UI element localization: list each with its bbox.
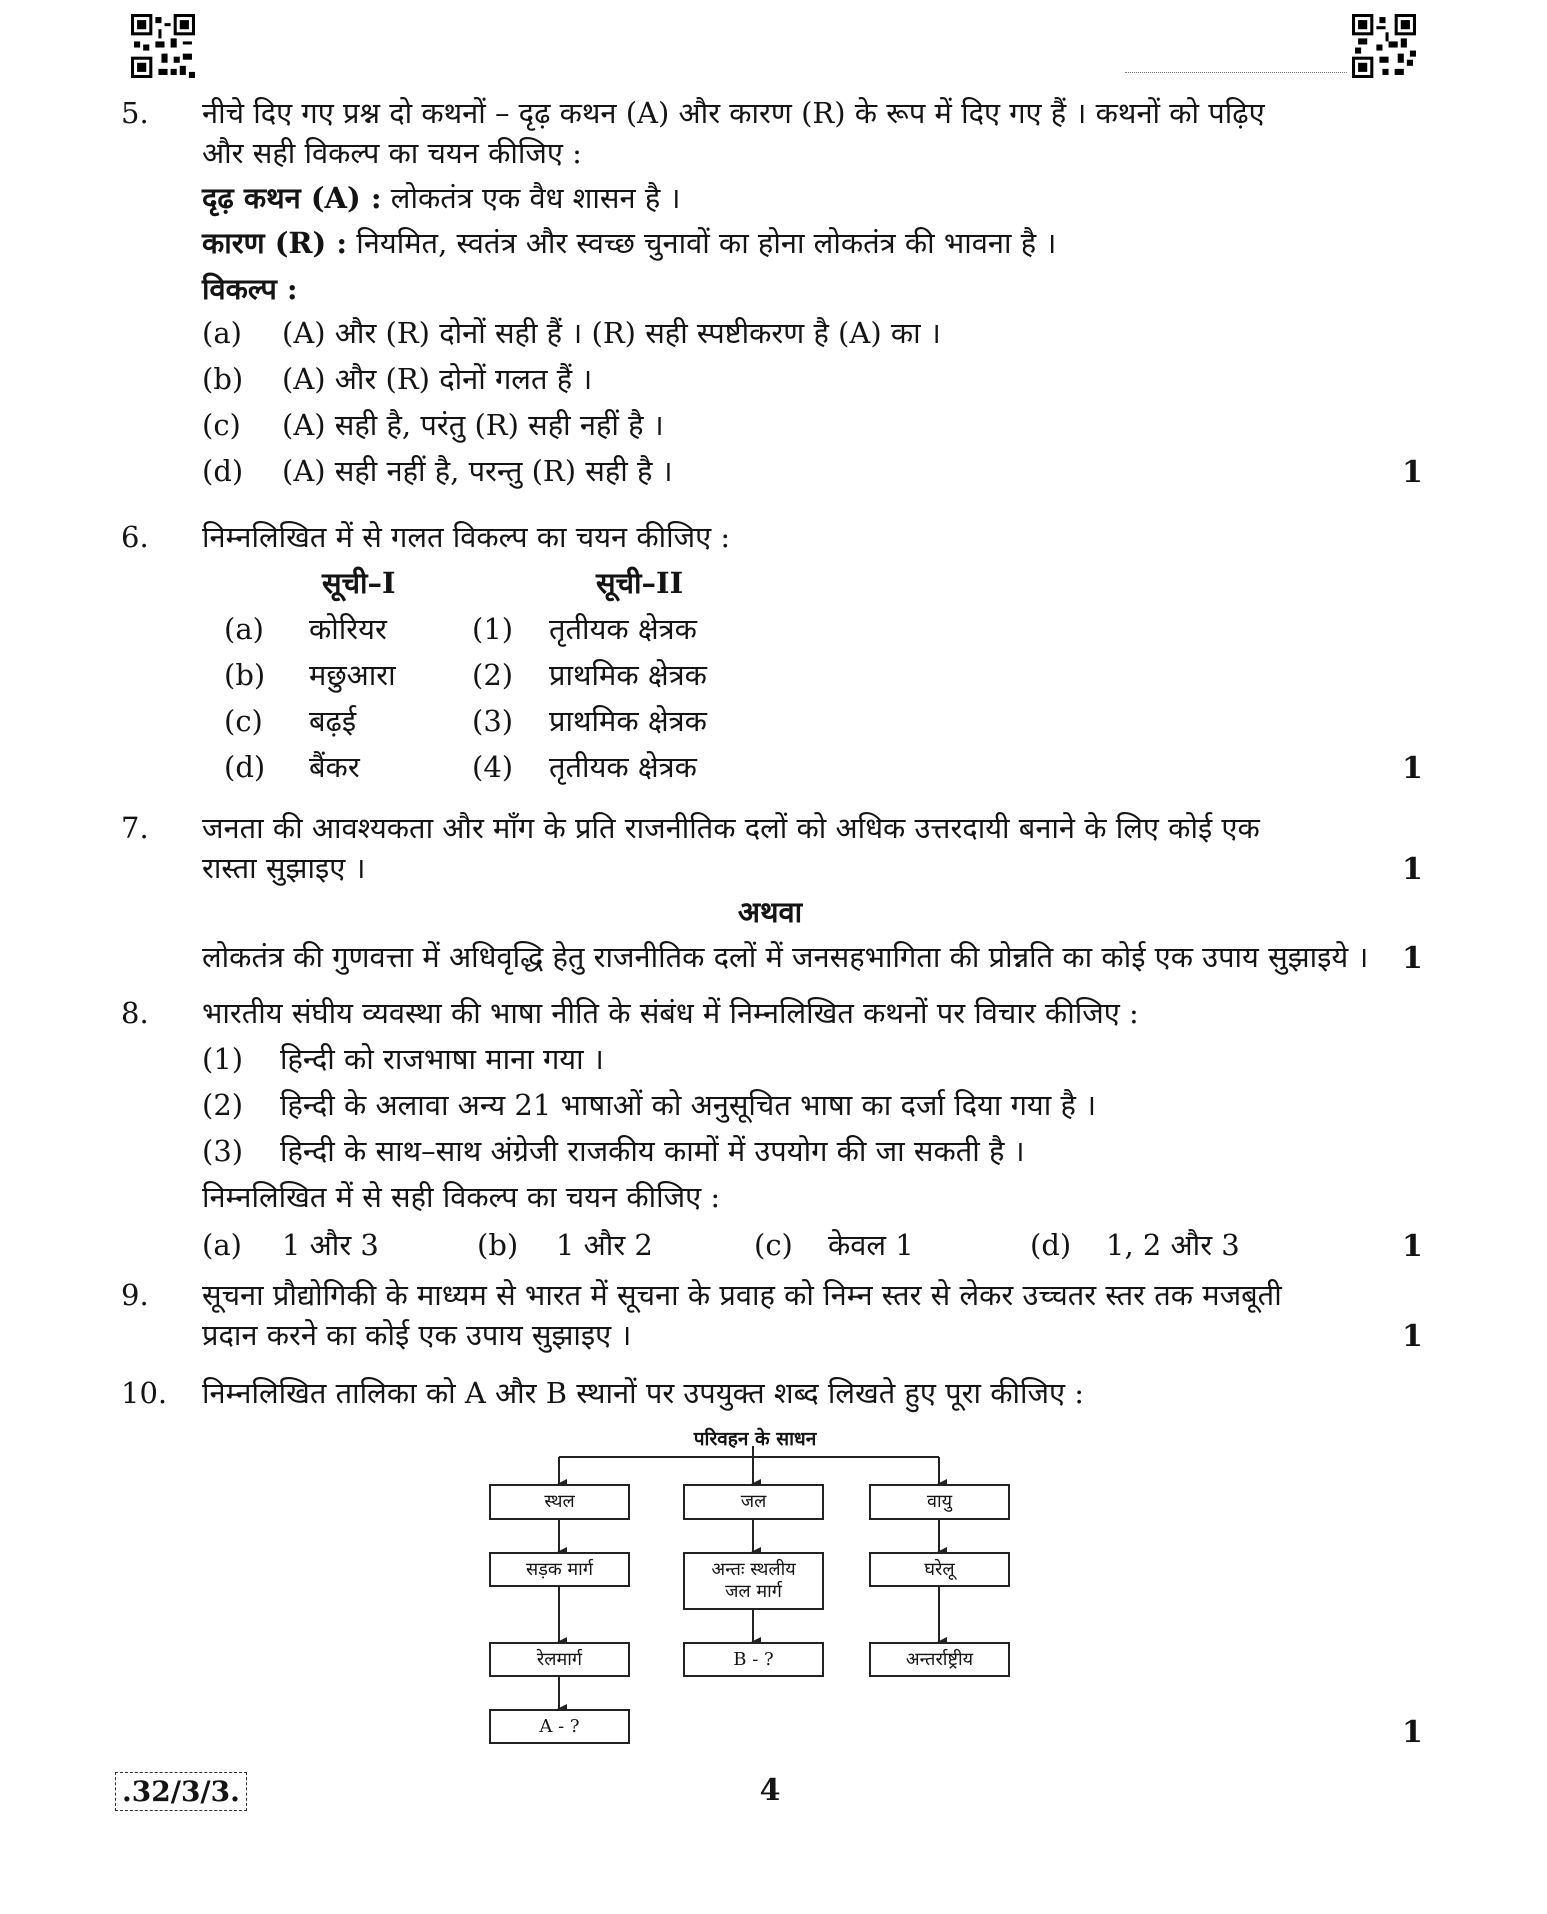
list-2-heading: सूची–II: [596, 566, 684, 600]
question-7-alt-marks: 1: [1402, 941, 1423, 976]
match-row-key: (d): [224, 750, 266, 784]
assertion-text: लोकतंत्र एक वैध शासन है ।: [381, 181, 681, 215]
match-row-sector: प्राथमिक क्षेत्रक: [549, 658, 707, 692]
box-a-blank: A - ?: [489, 1709, 630, 1744]
question-5-text-line1: नीचे दिए गए प्रश्न दो कथनों – दृढ़ कथन (A) और कारण (R) के रूप में दिए गए हैं । कथनों को पढ़िए: [202, 96, 1265, 130]
match-row-item: कोरियर: [309, 612, 387, 646]
question-6-marks: 1: [1402, 751, 1423, 786]
match-row-key: (a): [224, 612, 264, 646]
reason-line: [202, 223, 1056, 263]
match-row-sector: प्राथमिक क्षेत्रक: [549, 704, 707, 738]
question-10-marks: 1: [1402, 1715, 1423, 1750]
match-row-item: बैंकर: [309, 750, 360, 784]
q8-option-key: (d): [1030, 1228, 1072, 1262]
assertion-label: दृढ़ कथन (A) :: [202, 181, 382, 215]
question-10-text: निम्नलिखित तालिका को A और B स्थानों पर उपयुक्त शब्द लिखते हुए पूरा कीजिए :: [202, 1376, 1085, 1410]
match-row-key: (c): [224, 704, 263, 738]
statement-key: (2): [202, 1088, 244, 1122]
match-row-sector: तृतीयक क्षेत्रक: [549, 612, 697, 646]
statement-text: हिन्दी को राजभाषा माना गया ।: [280, 1042, 604, 1076]
match-row-item: बढ़ई: [309, 704, 357, 738]
box-road: सड़क मार्ग: [489, 1552, 630, 1587]
match-row-item: मछुआरा: [309, 658, 396, 692]
question-7-text-line2: रास्ता सुझाइए ।: [202, 851, 366, 885]
header-rule: [1125, 72, 1347, 73]
match-row-number: (2): [472, 658, 514, 692]
question-7-alternative: लोकतंत्र की गुणवत्ता में अधिवृद्धि हेतु राजनीतिक दलों में जनसहभागिता की प्रोन्नति का कोई एक उपाय सुझाइये ।: [202, 940, 1369, 974]
reason-text: नियमित, स्वतंत्र और स्वच्छ चुनावों का होना लोकतंत्र की भावना है ।: [347, 226, 1057, 260]
question-9-number: 9.: [121, 1278, 149, 1312]
q8-option-text: केवल 1: [828, 1228, 914, 1262]
question-8-choose: निम्नलिखित में से सही विकल्प का चयन कीजिए :: [202, 1180, 721, 1214]
match-row-number: (3): [472, 704, 514, 738]
question-6-text: निम्नलिखित में से गलत विकल्प का चयन कीजिए :: [202, 520, 731, 554]
box-domestic: घरेलू: [869, 1552, 1010, 1587]
q8-option-text: 1, 2 और 3: [1106, 1228, 1240, 1262]
question-8-number: 8.: [121, 996, 149, 1030]
box-rail: रेलमार्ग: [489, 1642, 630, 1677]
q8-option-key: (b): [477, 1228, 519, 1262]
q5-option-text: (A) सही है, परंतु (R) सही नहीं है ।: [282, 408, 664, 442]
page-number: 4: [759, 1773, 781, 1808]
question-7-number: 7.: [121, 811, 149, 845]
q5-option-text: (A) और (R) दोनों सही हैं । (R) सही स्पष्टीकरण है (A) का ।: [282, 316, 941, 350]
box-international: अन्तर्राष्ट्रीय: [869, 1642, 1010, 1677]
question-7-marks: 1: [1402, 852, 1423, 887]
question-9-text-line2: प्रदान करने का कोई एक उपाय सुझाइए ।: [202, 1318, 632, 1352]
q5-option-key: (d): [202, 454, 244, 488]
match-row-number: (4): [472, 750, 514, 784]
options-label: विकल्प :: [202, 272, 298, 306]
question-9-marks: 1: [1402, 1319, 1423, 1354]
match-row-key: (b): [224, 658, 266, 692]
list-1-heading: सूची–I: [322, 566, 396, 600]
q8-option-key: (c): [754, 1228, 793, 1262]
question-8-text: भारतीय संघीय व्यवस्था की भाषा नीति के संबंध में निम्नलिखित कथनों पर विचार कीजिए :: [202, 996, 1139, 1030]
paper-code: .32/3/3.: [115, 1772, 247, 1811]
q5-option-text: (A) सही नहीं है, परन्तु (R) सही है ।: [282, 454, 673, 488]
question-5-marks: 1: [1402, 455, 1423, 490]
q8-option-text: 1 और 2: [556, 1228, 653, 1262]
box-b-blank: B - ?: [683, 1642, 824, 1677]
or-label: अथवा: [737, 895, 803, 929]
question-5-number: 5.: [121, 96, 149, 130]
q5-option-text: (A) और (R) दोनों गलत हैं ।: [282, 362, 593, 396]
statement-text: हिन्दी के साथ–साथ अंग्रेजी राजकीय कामों में उपयोग की जा सकती है ।: [280, 1134, 1025, 1168]
inland-line1: अन्तः स्थलीय: [711, 1559, 796, 1580]
diagram-title: परिवहन के साधन: [693, 1428, 817, 1450]
assertion-line: [202, 178, 680, 218]
inland-line2: जल मार्ग: [725, 1581, 782, 1602]
question-10-number: 10.: [121, 1376, 168, 1410]
statement-text: हिन्दी के अलावा अन्य 21 भाषाओं को अनुसूचित भाषा का दर्जा दिया गया है ।: [280, 1088, 1097, 1122]
q5-option-key: (b): [202, 362, 244, 396]
statement-key: (3): [202, 1134, 244, 1168]
box-inland-waterway: [683, 1552, 824, 1610]
box-air: वायु: [869, 1484, 1010, 1520]
match-row-sector: तृतीयक क्षेत्रक: [549, 750, 697, 784]
box-land: स्थल: [489, 1484, 630, 1520]
match-row-number: (1): [472, 612, 514, 646]
q8-option-key: (a): [202, 1228, 242, 1262]
question-8-marks: 1: [1402, 1229, 1423, 1264]
statement-key: (1): [202, 1042, 244, 1076]
qr-code-right-icon: [1352, 14, 1416, 78]
question-7-text-line1: जनता की आवश्यकता और माँग के प्रति राजनीतिक दलों को अधिक उत्तरदायी बनाने के लिए कोई एक: [202, 811, 1260, 845]
box-water: जल: [683, 1484, 824, 1520]
reason-label: कारण (R) :: [202, 226, 348, 260]
question-5-text-line2: और सही विकल्प का चयन कीजिए :: [202, 136, 582, 170]
question-6-number: 6.: [121, 520, 149, 554]
q5-option-key: (c): [202, 408, 241, 442]
q8-option-text: 1 और 3: [282, 1228, 379, 1262]
qr-code-left-icon: [131, 14, 195, 78]
question-9-text-line1: सूचना प्रौद्योगिकी के माध्यम से भारत में सूचना के प्रवाह को निम्न स्तर से लेकर उच्चतर स्तर तक मजबूती: [202, 1278, 1282, 1312]
q5-option-key: (a): [202, 316, 242, 350]
